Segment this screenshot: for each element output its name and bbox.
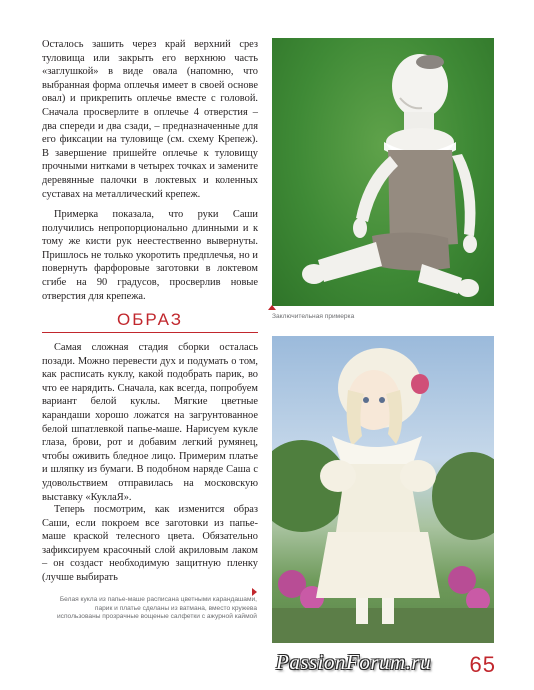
section-heading	[42, 308, 258, 334]
caption-photo-1: Заключительная примерка	[272, 313, 355, 320]
paragraph-text: Самая сложная стадия сборки осталась позади. Можно перевести дух и подумать о том, как расписать куклу, какой подобрать парик, во что ее нарядить. Сначала, как всегда, попробуем вариант белой куклы. Мягкие цветные карандаши хорошо ложатся на загрунтованное белой шпатлевкой папье-маше. Нарисуем кукле глаза, брови, рот и добавим легкий румянец, чтобы оживить бледное лицо. Примерим платье и шляпку из бумаги. В подобном наряде Саша с удовольствием отправилась на московскую выставку «КуклаЯ».	[42, 342, 258, 503]
paragraph-assembly	[42, 38, 258, 201]
caption-pointer-up	[268, 305, 276, 310]
caption-photo-2: Белая кукла из папье-маше расписана цветными карандашами, парик и платье сделаны из ватмана, вместо кружева использованы прозрачные вощеные салфетки с ажурной каймой	[57, 596, 257, 621]
doll-fitting-illustration	[272, 38, 494, 306]
section-title: ОБРАЗ	[117, 310, 183, 329]
page-number: 65	[469, 652, 496, 677]
photo-white-doll	[272, 336, 494, 643]
photo-final-fitting	[272, 38, 494, 306]
paragraph-text: Осталось зашить через край верхний срез туловища или закрыть его верхнюю часть «заглушкой» в виде овала (напомню, что выбранная форма оплечья имеет в своей основе овал) и прикрепить оплечье вместе с головой. Сначала просверлите в оплечье 4 отверстия – два спереди и два сзади, – предназначенные для его фиксации на туловище (см. схему Крепеж). В завершение пришейте оплечье к туловищу прочными нитками в четырех точках и замените деревянные палочки в локтевых и коленных суставах на металлический крепеж.	[42, 39, 258, 200]
paragraph-text: Примерка показала, что руки Саши получились непропорционально длинными и к тому же кисти рук неестественно вывернуты. Пришлось не только укоротить предплечья, но и повернуть фарфоровые заготовки в локтевом сгибе на 90 градусов, просверлив новые отверстия для крепежа.	[42, 209, 258, 302]
paragraph-fitting	[42, 208, 258, 303]
site-watermark: PassionForum.ru	[276, 650, 432, 674]
section-rule	[42, 332, 258, 333]
paragraph-painting	[42, 503, 258, 585]
paragraph-image	[42, 341, 258, 504]
paragraph-text: Теперь посмотрим, как изменится образ Саши, если покроем все заготовки из папье-маше краской телесного цвета. Обязательно зафиксируем красочный слой акриловым лаком – он создаст необходимую защитную пленку (лучше выбирать	[42, 504, 258, 583]
caption-pointer-right	[252, 588, 257, 596]
white-doll-illustration	[272, 336, 494, 643]
